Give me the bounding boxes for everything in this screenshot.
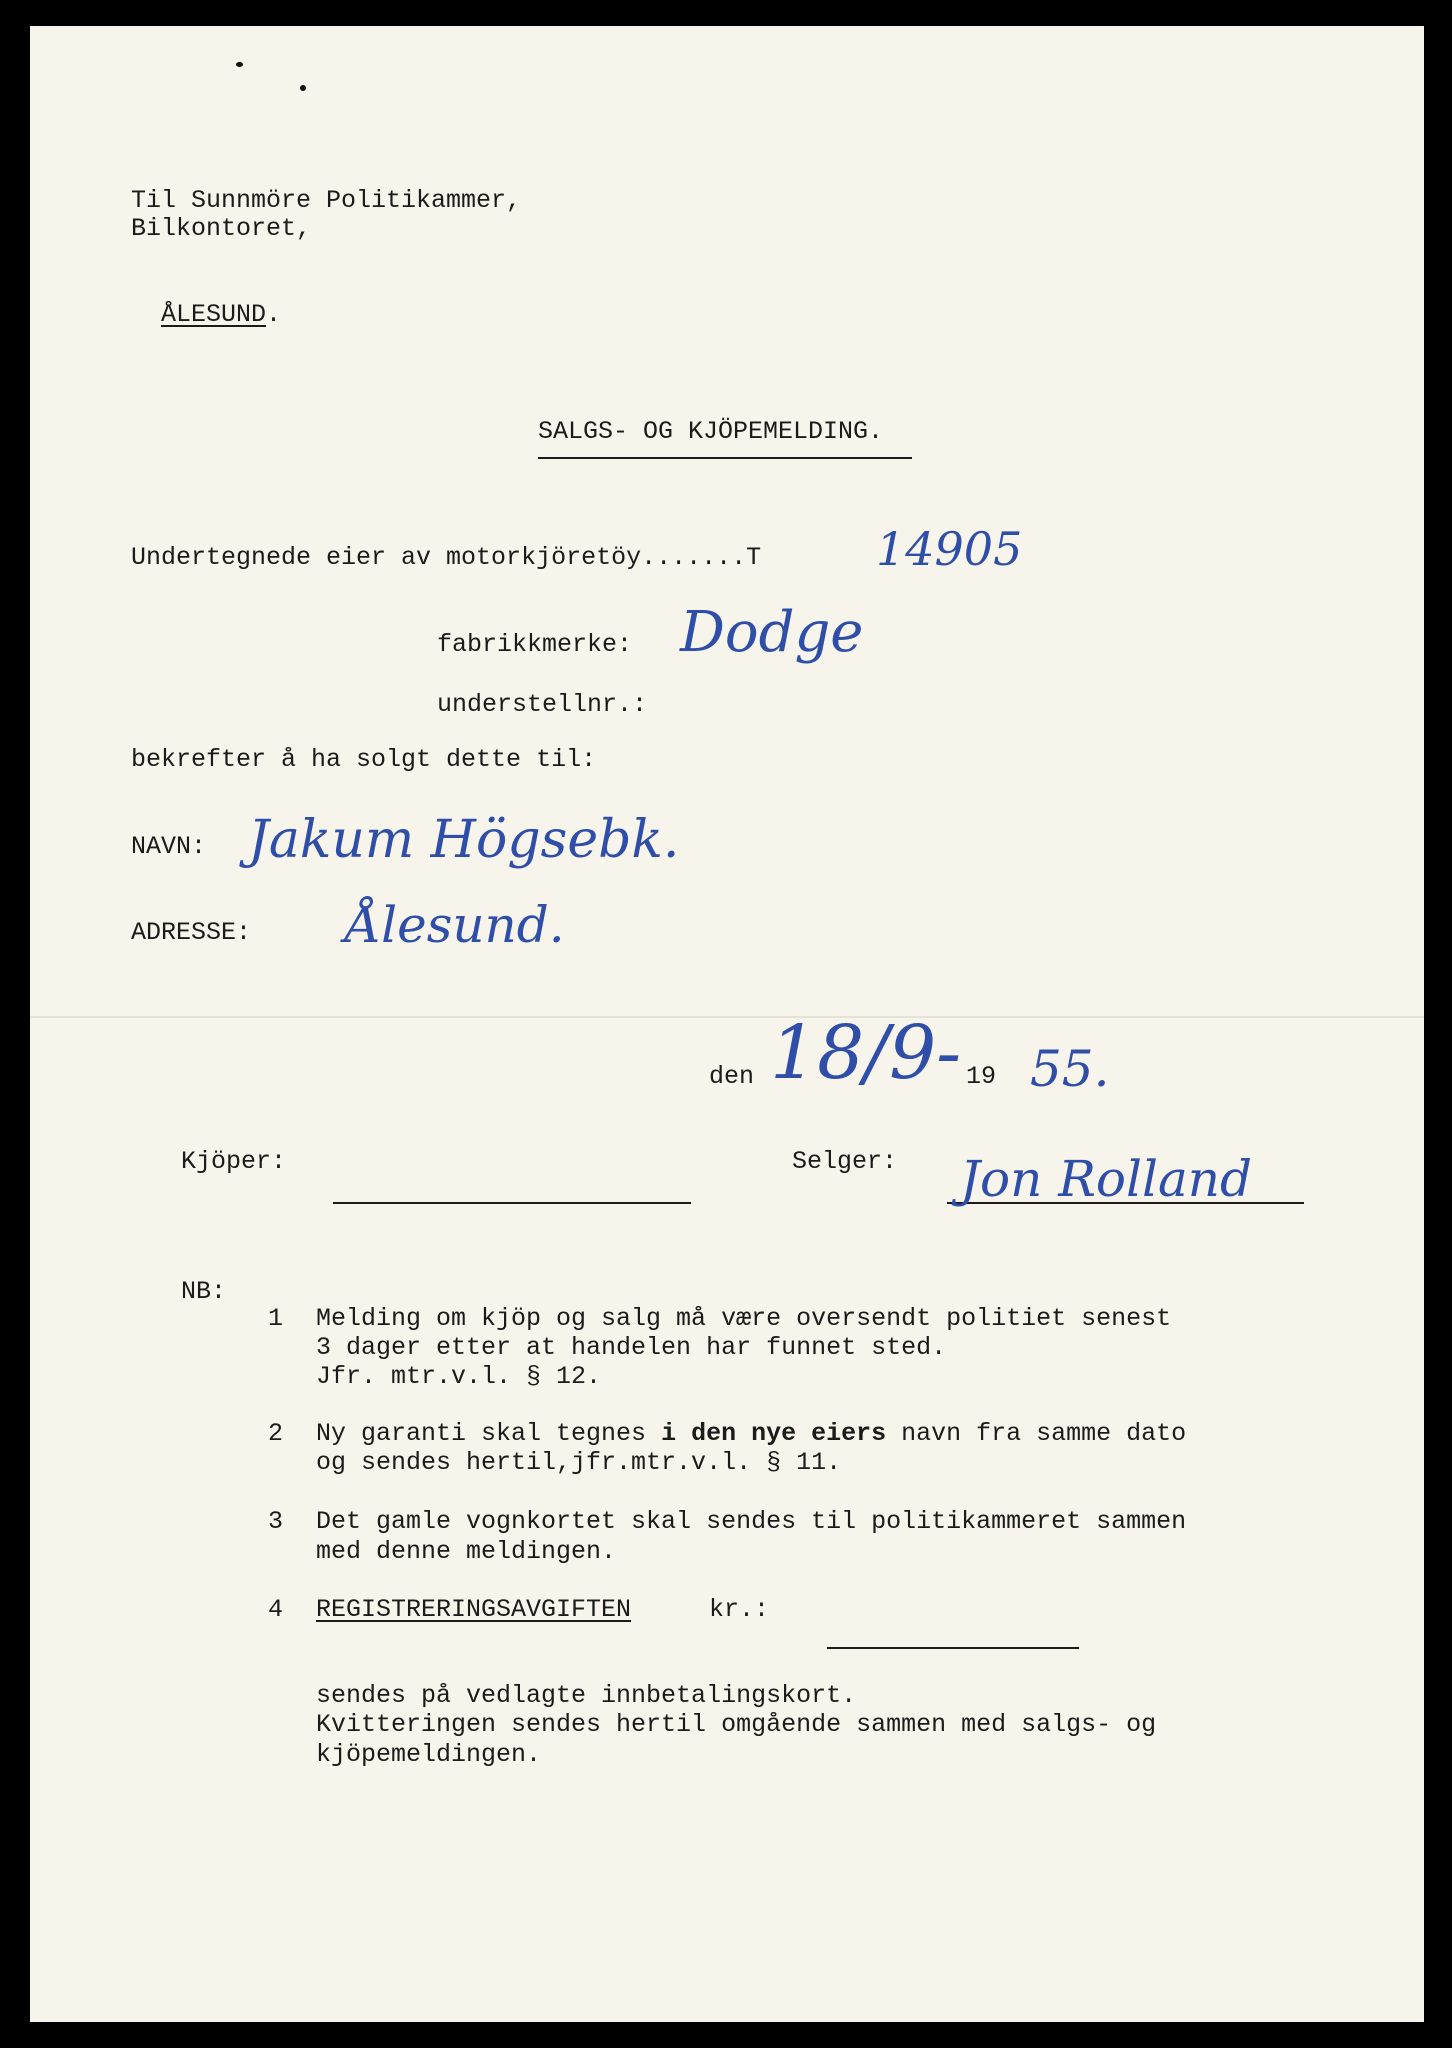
address-city-line: [131, 270, 281, 330]
document-title: SALGS- OG KJÖPEMELDING.: [538, 417, 884, 446]
ink-speck: [236, 62, 243, 67]
note-1-line-3: Jfr. mtr.v.l. § 12.: [316, 1362, 602, 1391]
note-4-label: REGISTRERINGSAVGIFTEN: [316, 1595, 632, 1624]
note-2-line-1-c: navn fra samme dato: [886, 1419, 1187, 1448]
buyer-signature-line: [333, 1202, 691, 1204]
address-line-1: Til Sunnmöre Politikammer,: [131, 186, 522, 215]
date-year-suffix: 55.: [1030, 1040, 1110, 1098]
note-3-number: 3: [268, 1507, 284, 1536]
footer-line-3: kjöpemeldingen.: [316, 1740, 542, 1769]
note-2-line-1-bold: i den nye eiers: [661, 1419, 887, 1448]
note-3-line-2: med denne meldingen.: [316, 1537, 617, 1566]
footer-line-2: Kvitteringen sendes hertil omgående sammen med salgs- og: [316, 1710, 1157, 1739]
buyer-signature-label: Kjöper:: [181, 1147, 287, 1176]
buyer-name-label: NAVN:: [131, 832, 207, 861]
note-3-line-1: Det gamle vognkortet skal sendes til politikammeret sammen: [316, 1507, 1187, 1536]
note-2-line-1-a: Ny garanti skal tegnes: [316, 1419, 662, 1448]
fold-line: [30, 1016, 1424, 1018]
note-4-number: 4: [268, 1595, 284, 1624]
owner-label: Undertegnede eier av motorkjöretöy.......T: [131, 543, 762, 572]
date-year-prefix: 19: [966, 1062, 997, 1091]
note-1-number: 1: [268, 1304, 284, 1333]
make-value: Dodge: [680, 600, 864, 665]
ink-speck: [300, 85, 306, 91]
date-day-month: 18/9-: [770, 1010, 962, 1096]
address-city: ÅLESUND: [161, 300, 267, 329]
registration-number: 14905: [876, 522, 1023, 576]
buyer-name: Jakum Högsebk.: [248, 810, 680, 870]
address-city-suffix: .: [266, 300, 282, 329]
sold-to-label: bekrefter å ha solgt dette til:: [131, 745, 597, 774]
footer-line-1: sendes på vedlagte innbetalingskort.: [316, 1681, 857, 1710]
note-1-line-2: 3 dager etter at handelen har funnet sted.: [316, 1333, 947, 1362]
notes-label: NB:: [181, 1277, 227, 1306]
note-2-line-2: og sendes hertil,jfr.mtr.v.l. § 11.: [316, 1448, 842, 1477]
title-underline: [538, 457, 912, 459]
note-4-kr: kr.:: [709, 1595, 770, 1624]
note-2-number: 2: [268, 1419, 284, 1448]
fee-amount-line: [827, 1647, 1079, 1649]
note-1-line-1: Melding om kjöp og salg må være oversendt politiet senest: [316, 1304, 1172, 1333]
buyer-address: Ålesund.: [345, 896, 565, 954]
make-label: fabrikkmerke:: [437, 630, 633, 659]
date-prefix: den: [709, 1062, 755, 1091]
seller-signature-label: Selger:: [792, 1147, 898, 1176]
address-line-2: Bilkontoret,: [131, 214, 312, 243]
chassis-label: understellnr.:: [437, 690, 648, 719]
seller-signature: Jon Rolland: [960, 1150, 1252, 1208]
buyer-address-label: ADRESSE:: [131, 918, 252, 947]
note-2-line-1: [316, 1419, 1186, 1449]
